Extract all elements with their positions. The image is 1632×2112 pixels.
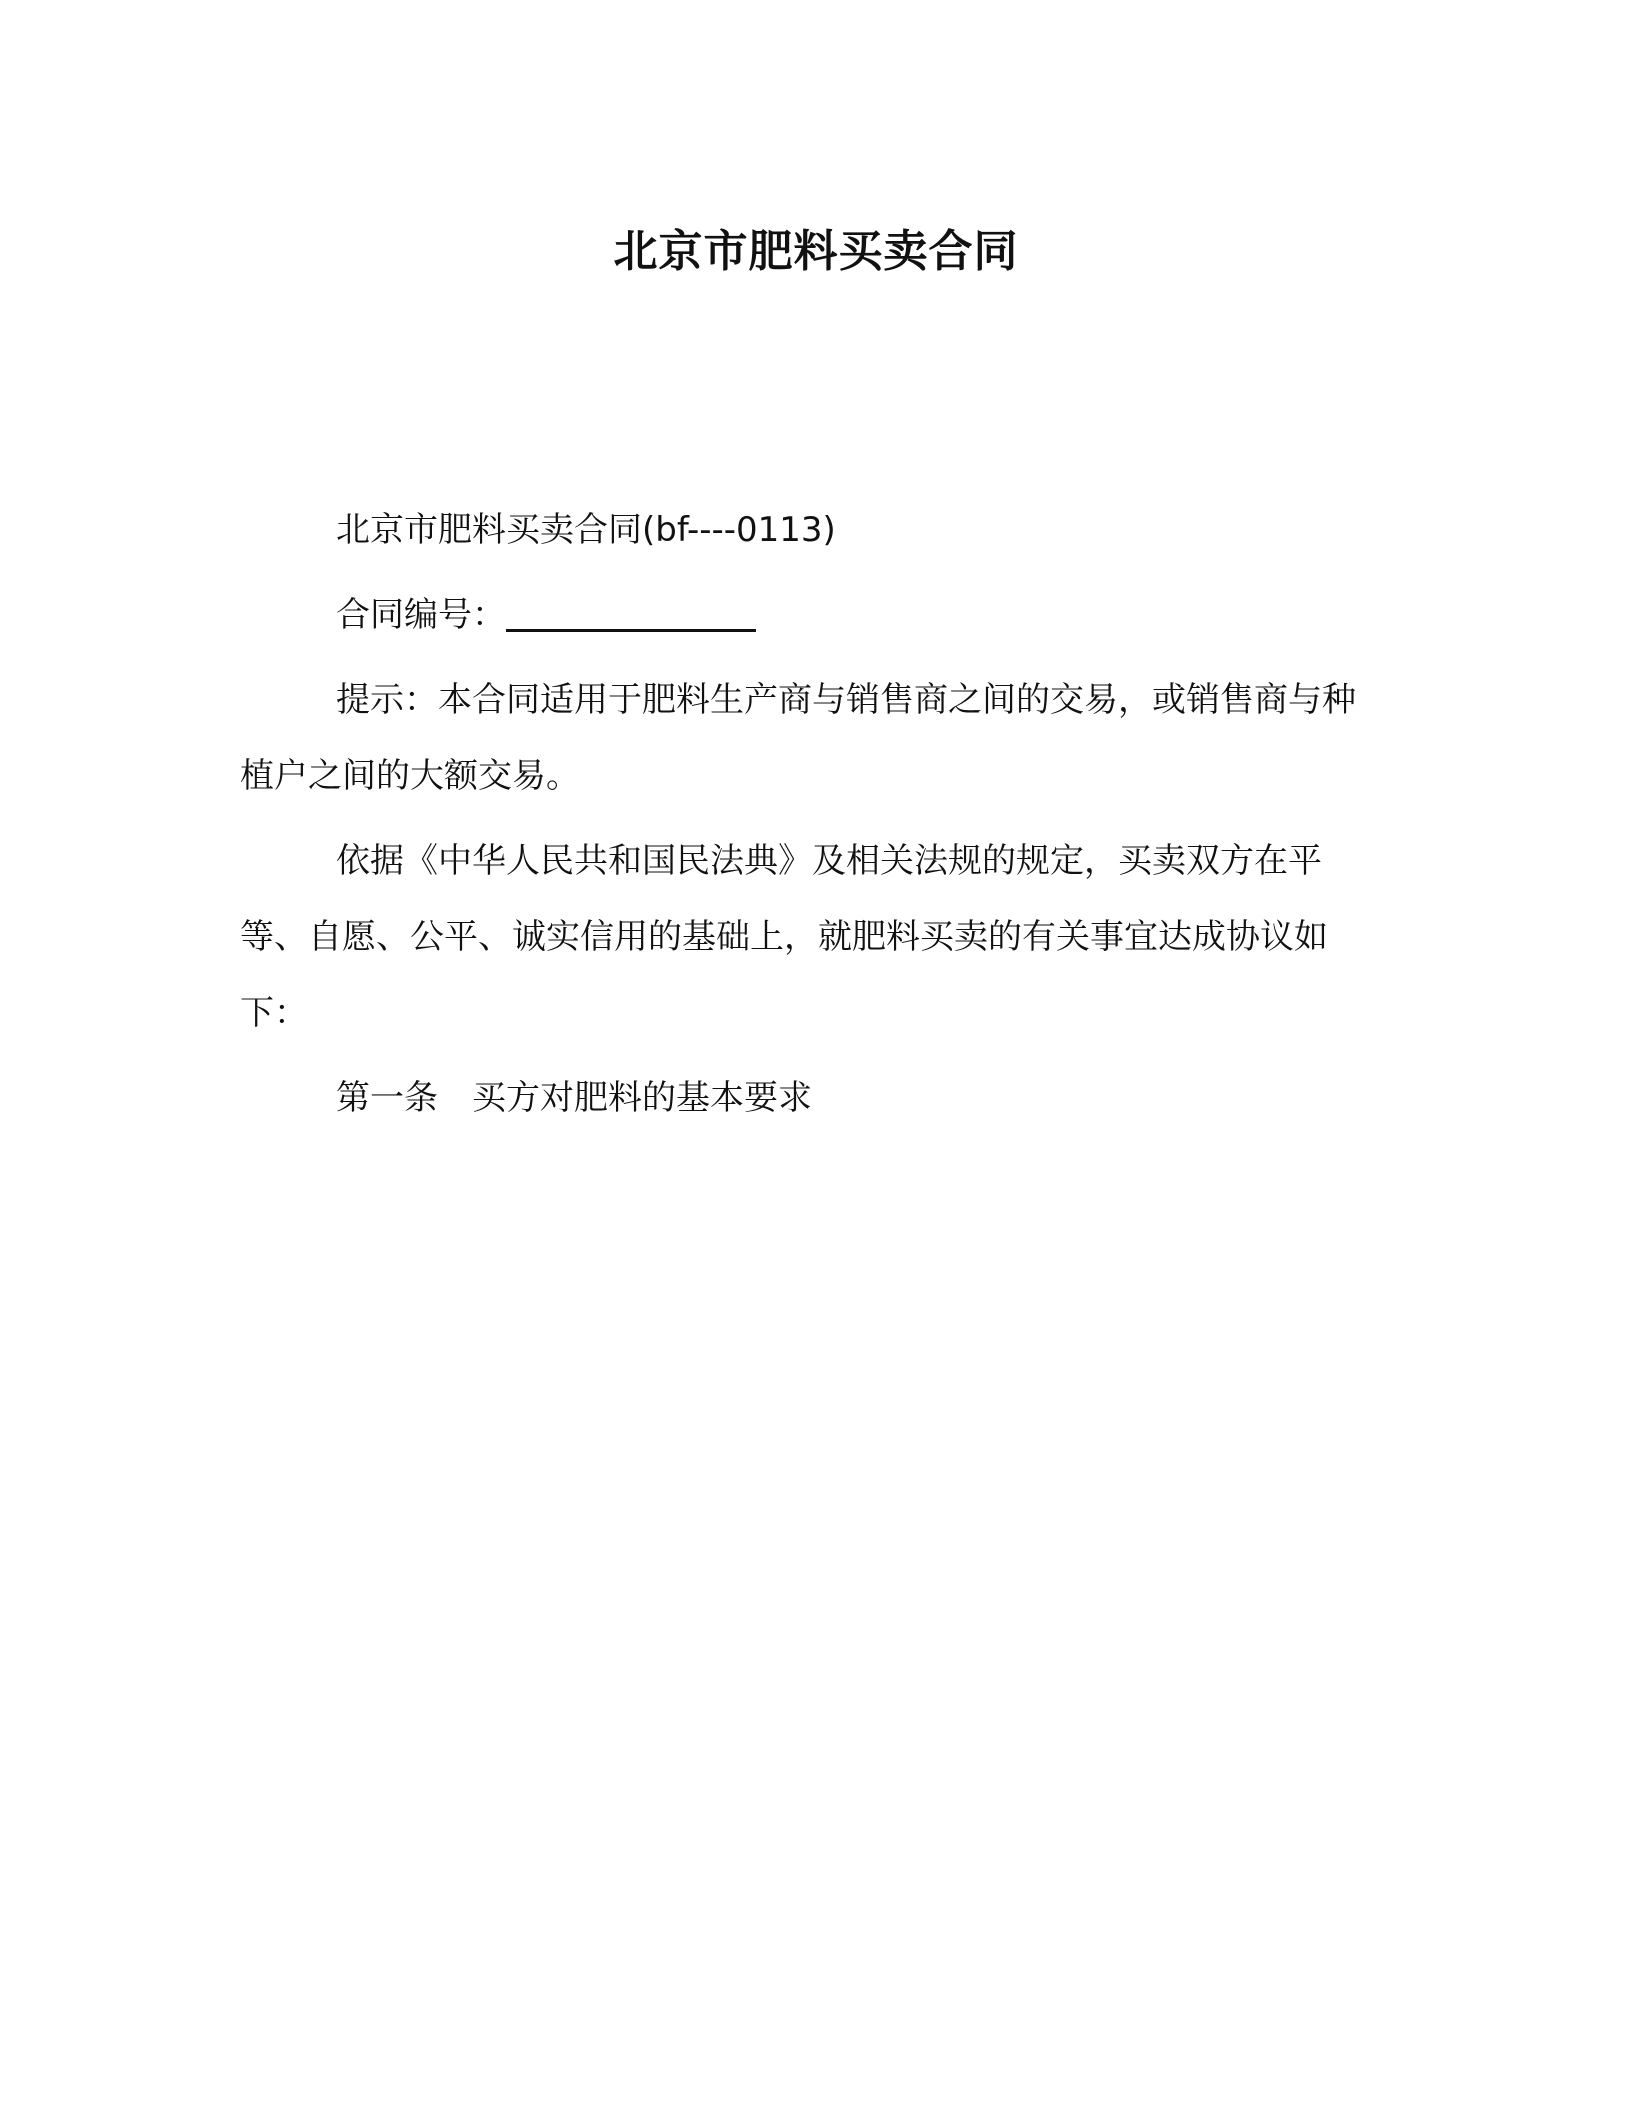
article-1-title: 买方对肥料的基本要求 xyxy=(472,1078,812,1118)
contract-number-label: 合同编号： xyxy=(336,595,506,635)
notice-paragraph: 提示：本合同适用于肥料生产商与销售商之间的交易，或销售商与种植户之间的大额交易。 xyxy=(240,680,1356,796)
contract-subtitle: 北京市肥料买卖合同(bf----0113) xyxy=(336,510,836,550)
contract-number-line xyxy=(240,577,1380,653)
document-title: 北京市肥料买卖合同 xyxy=(613,226,1019,277)
article-1-number: 第一条 xyxy=(336,1078,438,1118)
contract-number-blank xyxy=(506,589,756,632)
article-1-heading xyxy=(240,1060,1380,1136)
preamble-paragraph: 依据《中华人民共和国民法典》及相关法规的规定，买卖双方在平等、自愿、公平、诚实信用的基础上，就肥料买卖的有关事宜达成协议如下： xyxy=(240,841,1328,1033)
document-body xyxy=(240,492,1380,1145)
